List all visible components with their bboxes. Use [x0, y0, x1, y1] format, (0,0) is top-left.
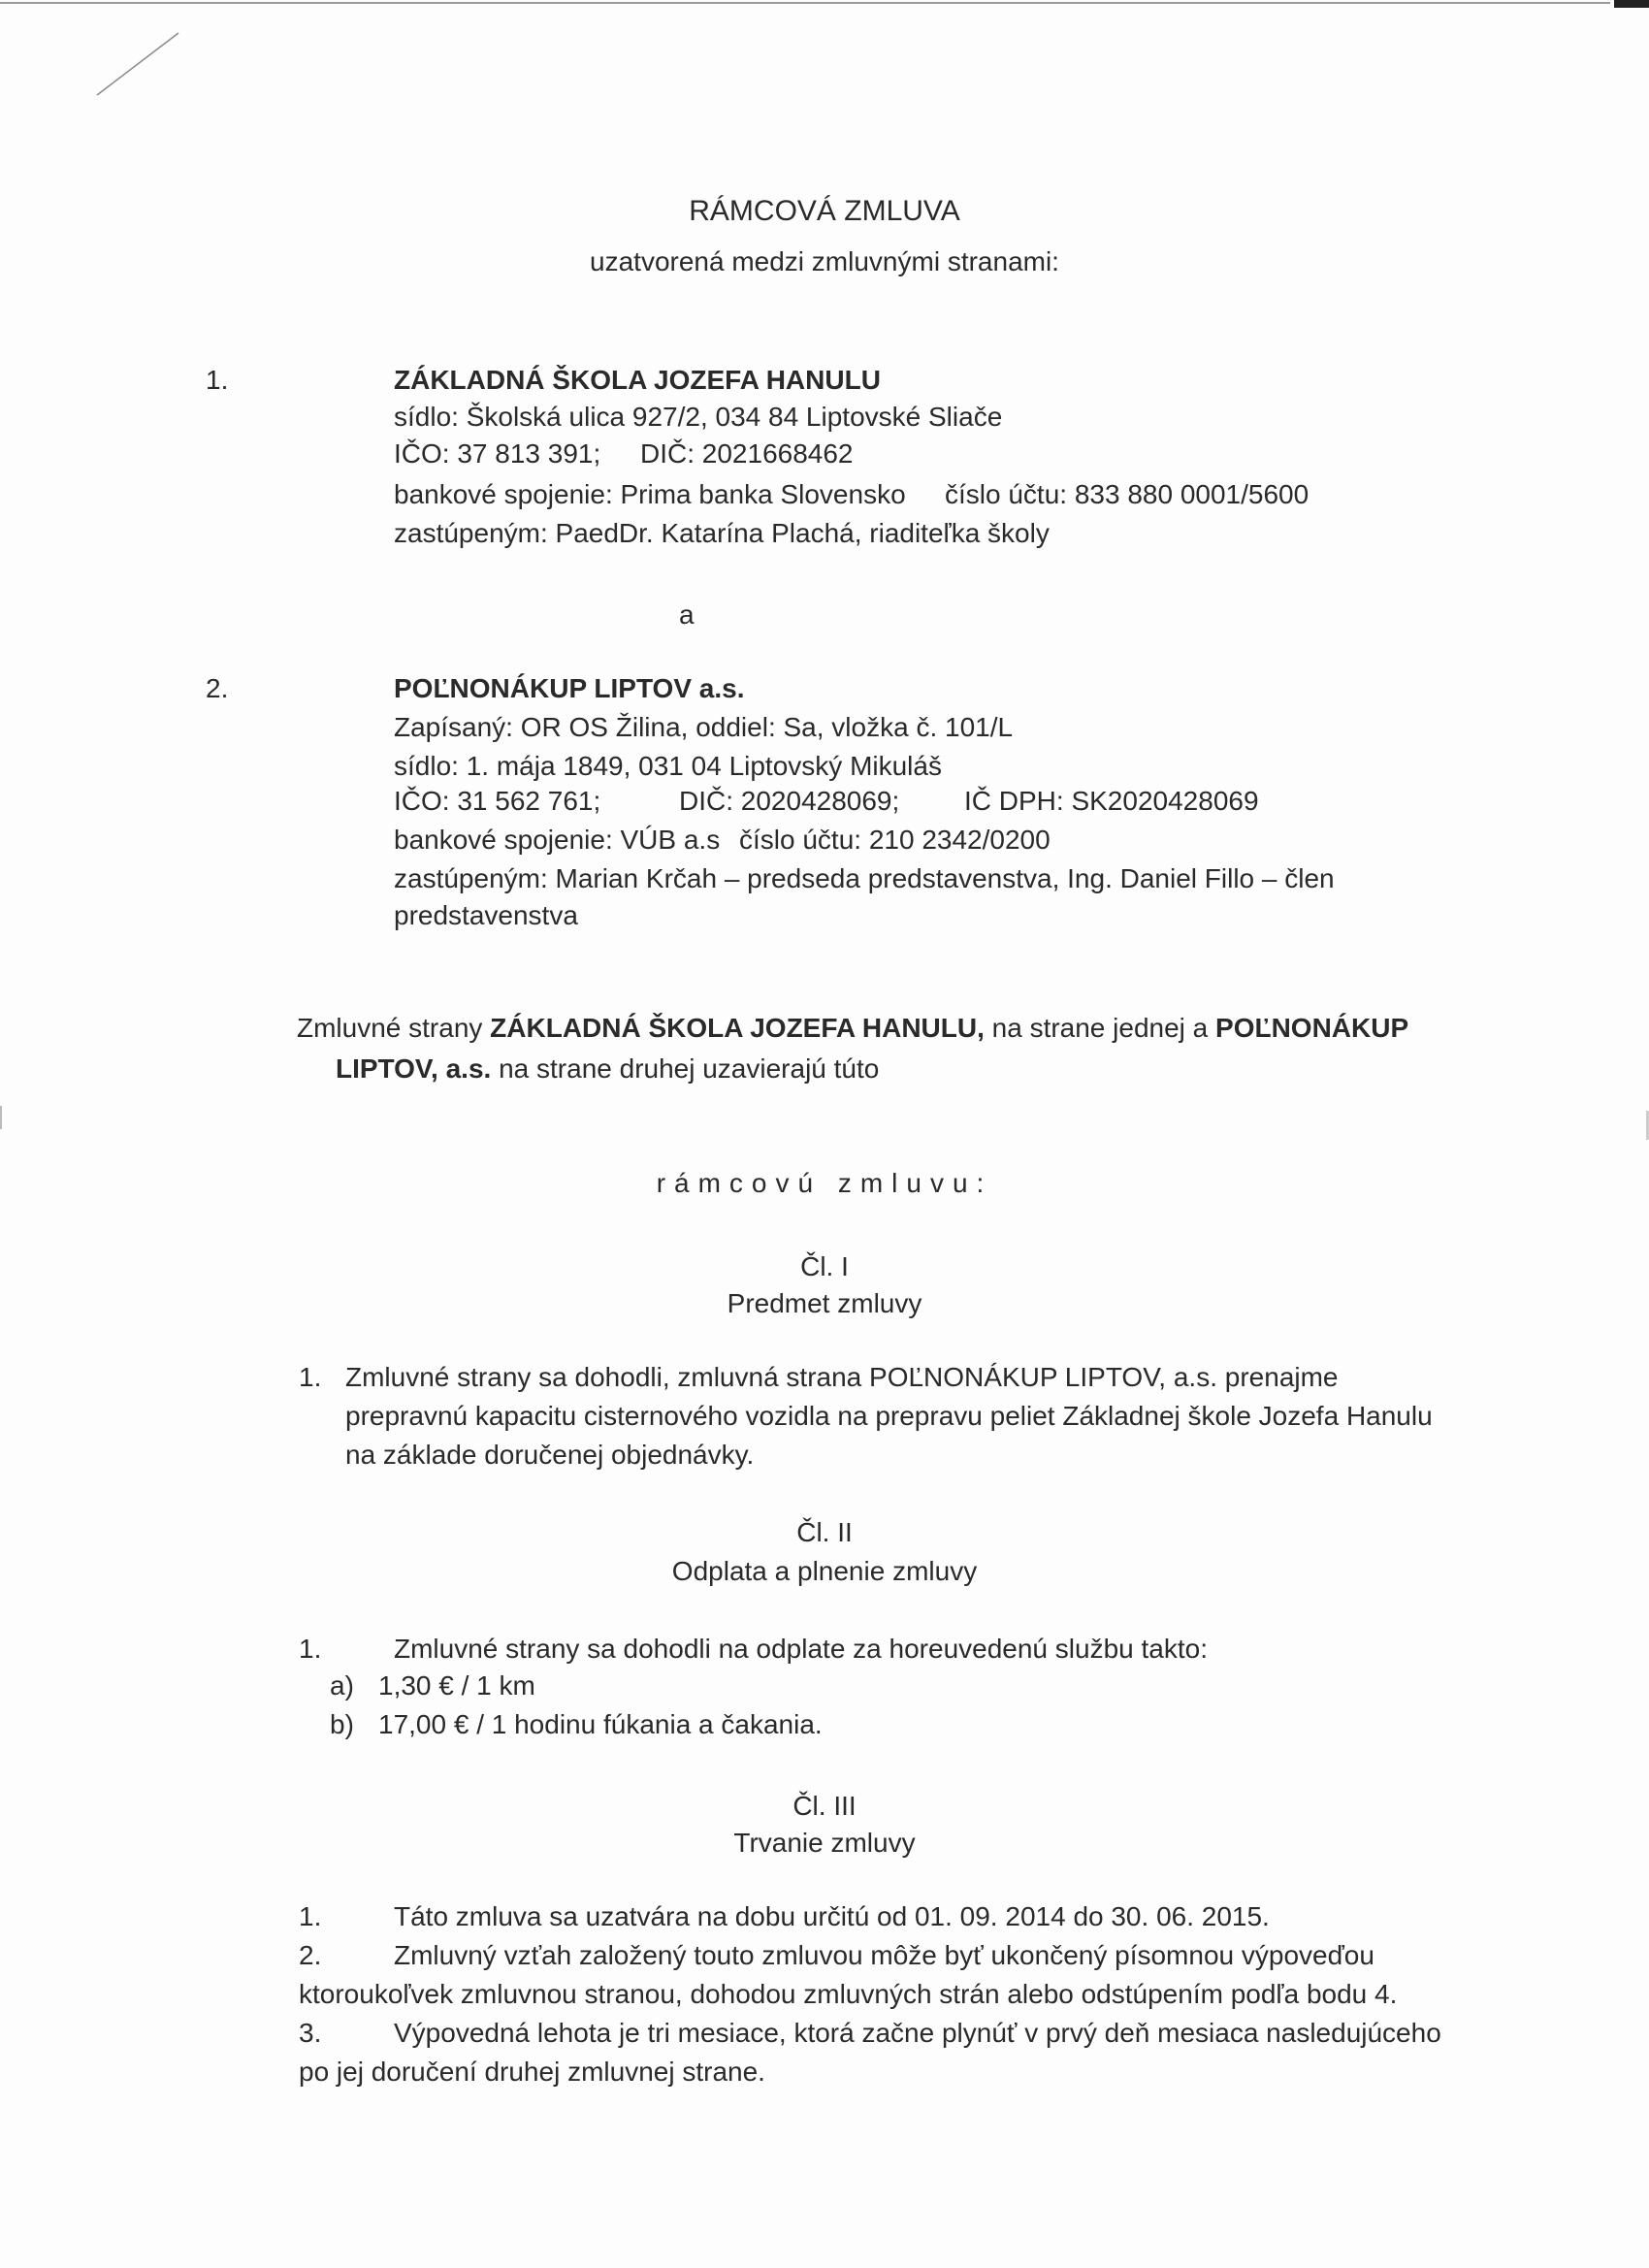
article3-item3-number: 3. [299, 2018, 322, 2048]
party2-represented-line1: zastúpeným: Marian Krčah – predseda predstavenstva, Ing. Daniel Fillo – člen [394, 863, 1335, 893]
party2-bank: bankové spojenie: VÚB a.s [394, 825, 721, 855]
article3-number: Čl. III [792, 1791, 857, 1821]
article3-item2-number: 2. [299, 1940, 322, 1970]
intro-party1-name: ZÁKLADNÁ ŠKOLA JOZEFA HANULU, [490, 1013, 985, 1043]
article2-number: Čl. II [796, 1517, 853, 1547]
article2-sub-a-label: a) [330, 1670, 354, 1701]
article2-sub-b-label: b) [330, 1709, 354, 1739]
article3-item2-line1: Zmluvný vzťah založený touto zmluvou môže byť ukončený písomnou výpoveďou [394, 1940, 1374, 1970]
party1-account: číslo účtu: 833 880 0001/5600 [945, 479, 1310, 509]
conjunction-and: a [679, 599, 695, 630]
party2-number: 2. [206, 673, 229, 703]
intro-text2: na strane jednej a [984, 1013, 1216, 1043]
document-subtitle: uzatvorená medzi zmluvnými stranami: [590, 246, 1059, 276]
intro-text1: Zmluvné strany [297, 1013, 491, 1043]
scan-corner-mark [1614, 0, 1649, 8]
party1-seat: sídlo: Školská ulica 927/2, 034 84 Liptovské Sliače [394, 402, 1003, 432]
party2-represented-line2: predstavenstva [394, 900, 578, 930]
party2-name: POĽNONÁKUP LIPTOV a.s. [394, 673, 745, 703]
article1-heading: Predmet zmluvy [727, 1288, 922, 1318]
article1-line: na základe doručenej objednávky. [345, 1440, 755, 1470]
article1-line: Zmluvné strany sa dohodli, zmluvná strana POĽNONÁKUP LIPTOV, a.s. prenajme [345, 1362, 1339, 1392]
contract-word: rámcovú zmluvu: [656, 1168, 993, 1198]
party1-number: 1. [206, 365, 229, 395]
party2-ico: IČO: 31 562 761; [394, 786, 601, 816]
intro-line2 [336, 1050, 879, 1088]
intro-text3: na strane druhej uzavierajú túto [491, 1053, 880, 1084]
party2-registered: Zapísaný: OR OS Žilina, oddiel: Sa, vložka č. 101/L [394, 712, 1014, 742]
party1-name: ZÁKLADNÁ ŠKOLA JOZEFA HANULU [394, 365, 881, 395]
article2-sub-b-text: 17,00 € / 1 hodinu fúkania a čakania. [378, 1709, 823, 1739]
party2-dic: DIČ: 2020428069; [679, 786, 900, 816]
party1-ico: IČO: 37 813 391; [394, 438, 601, 469]
article1-item-text [345, 1358, 1433, 1474]
article1-item-number: 1. [299, 1362, 322, 1392]
party2-icdph: IČ DPH: SK2020428069 [964, 786, 1259, 816]
document-title: RÁMCOVÁ ZMLUVA [689, 195, 960, 227]
article3-item3-line2: po jej doručení druhej zmluvnej strane. [299, 2057, 765, 2087]
intro-line1 [297, 1009, 1408, 1048]
article1-number: Čl. I [800, 1251, 849, 1281]
article3-item1-text: Táto zmluva sa uzatvára na dobu určitú od 01. 09. 2014 do 30. 06. 2015. [394, 1901, 1270, 1931]
party1-represented: zastúpeným: PaedDr. Katarína Plachá, riaditeľka školy [394, 518, 1050, 548]
article2-sub-a-text: 1,30 € / 1 km [378, 1670, 535, 1701]
article3-item2-line2: ktoroukoľvek zmluvnou stranou, dohodou zmluvných strán alebo odstúpením podľa bodu 4. [299, 1979, 1398, 2009]
article2-item-number: 1. [299, 1634, 322, 1664]
intro-party2-name-b: LIPTOV, a.s. [336, 1053, 492, 1084]
article3-heading: Trvanie zmluvy [733, 1828, 916, 1858]
party1-bank: bankové spojenie: Prima banka Slovensko [394, 479, 906, 509]
article1-line: prepravnú kapacitu cisternového vozidla na prepravu peliet Základnej škole Jozefa Hanulu [345, 1401, 1433, 1431]
party2-account: číslo účtu: 210 2342/0200 [739, 825, 1051, 855]
party1-dic: DIČ: 2021668462 [640, 438, 854, 469]
scan-margin-mark [0, 1106, 2, 1129]
party2-seat: sídlo: 1. mája 1849, 031 04 Liptovský Mikuláš [394, 751, 942, 781]
article3-item1-number: 1. [299, 1901, 322, 1931]
intro-party2-name-a: POĽNONÁKUP [1215, 1013, 1409, 1043]
article2-heading: Odplata a plnenie zmluvy [671, 1556, 978, 1586]
pen-stroke-mark [95, 29, 182, 99]
scan-edge-line [0, 2, 1610, 4]
article2-item-text: Zmluvné strany sa dohodli na odplate za horeuvedenú službu takto: [394, 1634, 1208, 1664]
article3-item3-line1: Výpovedná lehota je tri mesiace, ktorá začne plynúť v prvý deň mesiaca nasledujúceho [394, 2018, 1441, 2048]
